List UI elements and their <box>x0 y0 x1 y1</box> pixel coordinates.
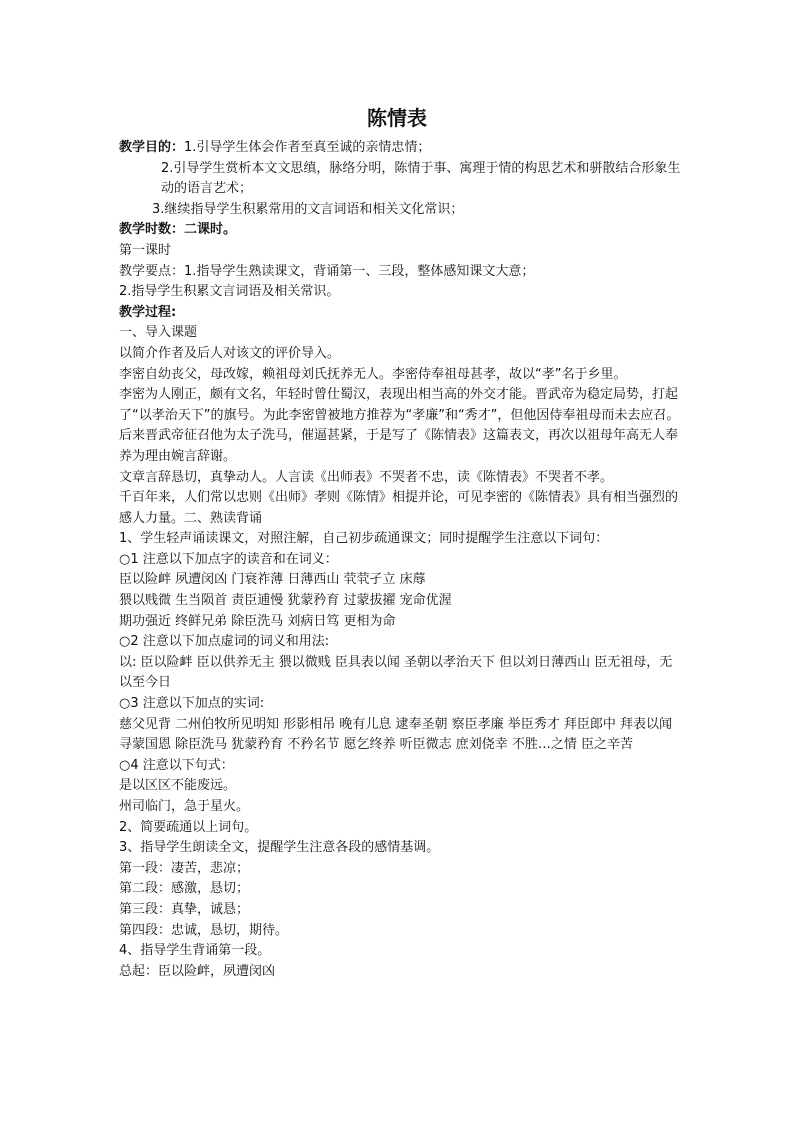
paragraph-author-2: 李密为人刚正，颇有文名，年轻时曾仕蜀汉，表现出相当高的外交才能。晋武帝为稳定局势，打起了“以孝治天下”的旗号。为此李密曾被地方推荐为“孝廉”和“秀才”，但他因侍奉祖母而未去应召。后来晋武帝征召他为太子洗马，催逼甚紧，于是写了《陈情表》这篇表文，再次以祖母年高无人奉养为理由婉言辞谢。 <box>119 387 680 464</box>
teaching-goal-1: 1.引导学生体会作者至真至诚的亲情忠情； <box>184 140 431 155</box>
step-4: 4、指导学生背诵第一段。 <box>119 943 271 959</box>
note-1-line-3: 期功强近 终鲜兄弟 除臣洗马 刘病日笃 更相为命 <box>119 613 396 629</box>
note-3-line-1: 慈父见背 二州伯牧所见明知 形影相吊 晚有儿息 逮奉圣朝 察臣孝廉 举臣秀才 拜臣郎中 拜表以闻 寻蒙国恩 除臣洗马 犹蒙矜育 不矜名节 愿乞终养 听臣微志 庶刘侥幸 不胜…之情 臣之辛苦 <box>119 716 673 753</box>
note-2-heading: ○2 注意以下加点虚词的词义和用法: <box>119 634 330 650</box>
segment-3-tone: 第三段：真挚，诚恳； <box>119 901 250 917</box>
lesson-heading: 第一课时 <box>119 242 172 258</box>
step-3: 3、指导学生朗读全文，提醒学生注意各段的感情基调。 <box>119 840 440 856</box>
teaching-goal-label: 教学目的： <box>119 140 185 155</box>
note-1-line-1: 臣以险衅 夙遭闵凶 门衰祚薄 日薄西山 茕茕孑立 床蓐 <box>119 572 426 588</box>
note-4-heading: ○4 注意以下句式： <box>119 757 234 773</box>
step-2: 2、简要疏通以上词句。 <box>119 819 258 835</box>
summary-line: 总起：臣以险衅，夙遭闵凶 <box>119 963 276 979</box>
note-4-line-1: 是以区区不能废远。 <box>119 778 237 794</box>
paragraph-author-1: 李密自幼丧父，母改嫁，赖祖母刘氏抚养无人。李密侍奉祖母甚孝，故以“孝”名于乡里。 <box>119 366 627 382</box>
segment-1-tone: 第一段：凄苦，悲凉； <box>119 860 250 876</box>
teaching-hours: 教学时数：二课时。 <box>119 222 237 238</box>
segment-4-tone: 第四段：忠诚，恳切，期待。 <box>119 922 289 938</box>
document-body <box>119 138 681 982</box>
note-3-heading: ○3 注意以下加点的实词: <box>119 696 265 712</box>
note-1-heading: ○1 注意以下加点字的读音和在词义： <box>119 551 338 567</box>
segment-2-tone: 第二段：感激，恳切； <box>119 881 250 897</box>
teaching-goal-line <box>119 138 681 159</box>
page-title: 陈情表 <box>367 106 427 130</box>
teaching-goal-2: 2.引导学生赏析本文文思缜，脉络分明，陈情于事、寓理于情的构思艺术和骈散结合形象生动的语言艺术； <box>161 160 681 197</box>
note-2-line-1: 以: 臣以险衅 臣以供养无主 猥以微贱 臣具表以闻 圣朝以孝治天下 但以刘日薄西山 臣无祖母，无以至今日 <box>119 654 673 691</box>
teaching-points-2: 2.指导学生积累文言词语及相关常识。 <box>119 284 340 300</box>
note-1-line-2: 猥以贱微 生当陨首 责臣逋慢 犹蒙矜育 过蒙拔擢 宠命优渥 <box>119 593 452 609</box>
teaching-goal-3: 3.继续指导学生积累常用的文言词语和相关文化常识； <box>152 201 464 217</box>
process-heading: 教学过程: <box>119 304 177 320</box>
teaching-points-1: 教学要点：1.指导学生熟读课文，背诵第一、三段，整体感知课文大意； <box>119 263 535 279</box>
paragraph-evaluation-1: 文章言辞恳切，真挚动人。人言读《出师表》不哭者不忠，读《陈情表》不哭者不孝。 <box>119 469 614 485</box>
intro-text: 以简介作者及后人对该文的评价导入。 <box>119 345 341 361</box>
note-4-line-2: 州司临门，急于星火。 <box>119 799 250 814</box>
section-intro-heading: 一、导入课题 <box>119 325 198 341</box>
step-1: 1、学生轻声诵读课文，对照注解，自己初步疏通课文；同时提醒学生注意以下词句： <box>119 531 609 547</box>
paragraph-evaluation-2: 千百年来，人们常以忠则《出师》孝则《陈情》相提并论，可见李密的《陈情表》具有相当强烈的感人力量。二、熟读背诵 <box>119 490 679 526</box>
